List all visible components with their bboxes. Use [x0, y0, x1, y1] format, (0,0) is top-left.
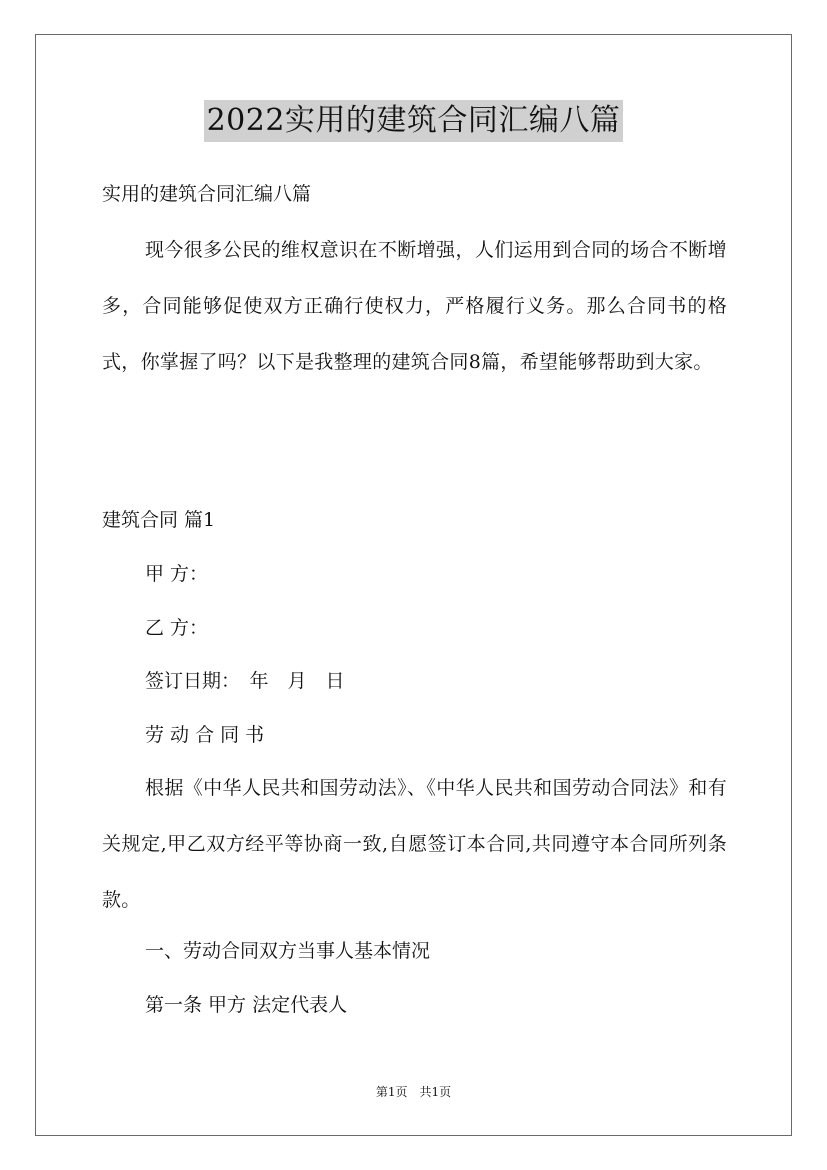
contract-title: 劳 动 合 同 书 [145, 724, 265, 746]
section-heading: 建筑合同 篇1 [102, 509, 216, 531]
party-a-line: 甲 方： [145, 563, 209, 585]
article-one-line: 第一条 甲方 法定代表人 [145, 994, 348, 1016]
document-title: 2022实用的建筑合同汇编八篇 [204, 100, 624, 142]
intro-paragraph: 现今很多公民的维权意识在不断增强，人们运用到合同的场合不断增多，合同能够促使双方正确行使权力，严格履行义务。那么合同书的格式，你掌握了吗？以下是我整理的建筑合同8篇，希望能够帮助到大家。 [102, 239, 727, 373]
basis-paragraph: 根据《中华人民共和国劳动法》、《中华人民共和国劳动合同法》和有关规定,甲乙双方经平等协商一致,自愿签订本合同,共同遵守本合同所列条款。 [102, 777, 727, 911]
sign-date-line: 签订日期： 年 月 日 [145, 670, 345, 692]
document-subtitle: 实用的建筑合同汇编八篇 [102, 183, 312, 205]
chapter-one-heading: 一、劳动合同双方当事人基本情况 [145, 940, 431, 962]
page-footer: 第1页 共1页 [375, 1085, 452, 1099]
title-container [0, 100, 827, 142]
party-b-line: 乙 方： [145, 617, 209, 639]
